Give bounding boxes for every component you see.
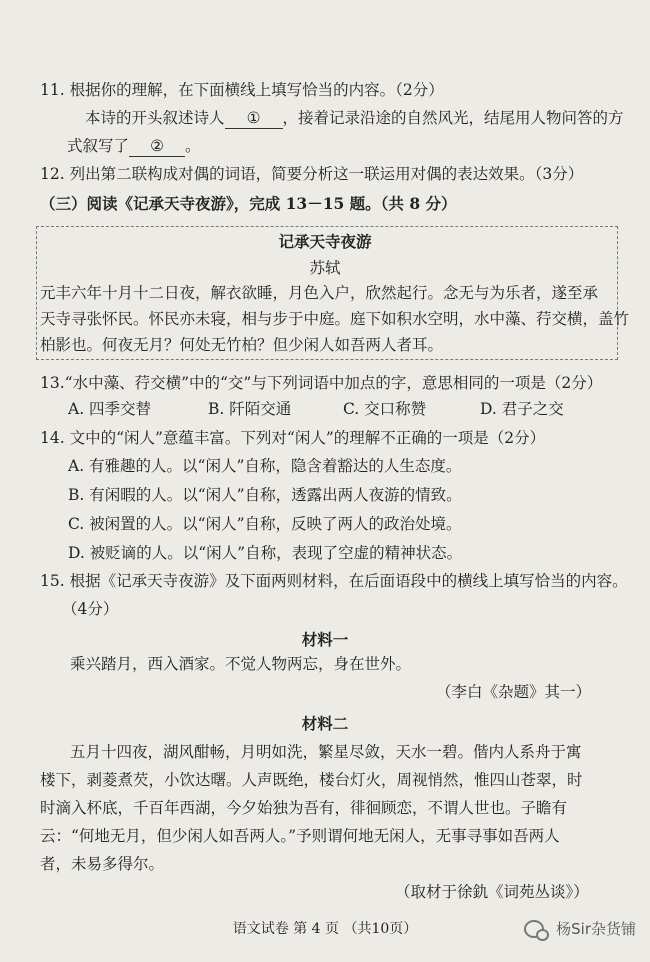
q14-stem: 14. 文中的“闲人”意蕴丰富。下列对“闲人”的理解不正确的一项是（2分） (40, 429, 546, 447)
wechat-icon (524, 920, 544, 938)
q11-line1-a: 本诗的开头叙述诗人 (85, 109, 225, 127)
material2-line: 时滴入杯底，千百年西湖，今夕始独为吾有，徘徊顾恋，不谓人世也。子瞻有 (40, 799, 568, 817)
watermark (524, 918, 636, 939)
q13-stem: 13.“水中藻、荇交横”中的“交”与下列词语中加点的字，意思相同的一项是（2分） (40, 374, 603, 392)
material1-source: （李白《杂题》其一） (436, 683, 592, 701)
material1-title: 材料一 (301, 630, 349, 649)
q11-blank1[interactable]: ① (225, 108, 283, 129)
q11-line2-b: 。 (185, 137, 201, 155)
q15-points: （4分） (62, 600, 119, 618)
watermark-label: 杨Sir杂货铺 (556, 920, 636, 938)
q11-line2-a: 式叙写了 (67, 137, 130, 155)
q13-option-a[interactable]: A. 四季交替 (68, 400, 152, 418)
q13-option-b[interactable]: B. 阡陌交通 (208, 400, 292, 418)
q13-option-d[interactable]: D. 君子之交 (480, 400, 564, 418)
material1-text: 乘兴踏月，西入酒家。不觉人物两忘，身在世外。 (70, 655, 412, 673)
passage-line: 元丰六年十月十二日夜，解衣欲睡，月色入户，欣然起行。念无与为乐者，遂至承 (40, 284, 599, 302)
q14-option-d[interactable]: D. 被贬谪的人。以“闲人”自称，表现了空虚的精神状态。 (68, 544, 463, 562)
material2-title: 材料二 (301, 714, 349, 733)
q15-stem: 15. 根据《记承天寺夜游》及下面两则材料，在后面语段中的横线上填写恰当的内容。 (40, 572, 628, 590)
passage-line: 柏影也。何夜无月？何处无竹柏？但少闲人如吾两人者耳。 (40, 336, 444, 354)
q11-blank2[interactable]: ② (129, 136, 185, 157)
q12-stem: 12. 列出第二联构成对偶的词语，简要分析这一联运用对偶的表达效果。（3分） (40, 165, 584, 183)
section3-heading: （三）阅读《记承天寺夜游》，完成 13－15 题。（共 8 分） (40, 194, 457, 213)
q11-stem: 11. 根据你的理解，在下面横线上填写恰当的内容。（2分） (40, 81, 444, 99)
q13-option-c[interactable]: C. 交口称赞 (343, 400, 427, 418)
material2-line: 云：“何地无月，但少闲人如吾两人。”予则谓何地无闲人，无事寻事如吾两人 (40, 827, 560, 845)
page-footer: 语文试卷 第 4 页 （共10页） (232, 921, 418, 937)
material2-source: （取材于徐釚《词苑丛谈》） (395, 883, 589, 901)
passage-author: 苏轼 (309, 259, 341, 277)
q14-option-c[interactable]: C. 被闲置的人。以“闲人”自称，反映了两人的政治处境。 (68, 515, 462, 533)
q14-option-b[interactable]: B. 有闲暇的人。以“闲人”自称，透露出两人夜游的情致。 (68, 486, 462, 504)
q14-option-a[interactable]: A. 有雅趣的人。以“闲人”自称，隐含着豁达的人生态度。 (68, 457, 462, 475)
material2-line: 者，未易多得尔。 (40, 855, 165, 873)
passage-line: 天寺寻张怀民。怀民亦未寝，相与步于中庭。庭下如积水空明，水中藻、荇交横，盖竹 (40, 310, 630, 328)
passage-title: 记承天寺夜游 (278, 232, 372, 251)
q11-line2 (67, 136, 201, 157)
q11-line1-b: ，接着记录沿途的自然风光，结尾用人物问答的方 (282, 109, 624, 127)
material2-line: 五月十四夜，湖风酣畅，月明如洗，繁星尽敛，天水一碧。偕内人系舟于寓 (70, 743, 582, 761)
material2-line: 楼下，剥菱煮芡，小饮达曙。人声既绝，楼台灯火，周视悄然，惟四山苍翠，时 (40, 771, 583, 789)
q11-line1 (85, 108, 624, 129)
